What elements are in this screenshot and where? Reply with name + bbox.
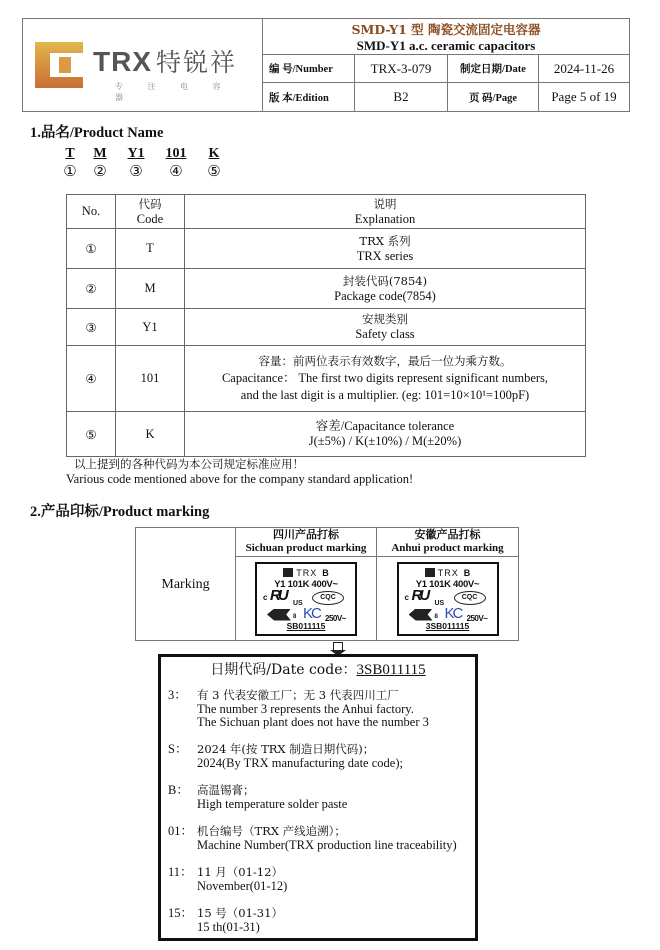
date-code-entry: 3： 有 3 代表安徽工厂；无 3 代表四川工厂 The number 3 represents the Anhui factory. The Sichuan plant does not have the number 3: [168, 688, 429, 729]
date-code-entry: B： 高温锡膏； High temperature solder paste: [168, 783, 348, 811]
anhui-marking-image: [377, 557, 519, 641]
serial-code: 3SB011115: [425, 620, 470, 631]
section-title-product-marking: 2.产品印标/Product marking: [30, 504, 210, 520]
cqc-mark-icon: CQC: [454, 591, 486, 605]
table-header-row: [67, 195, 586, 229]
date-code-entry: 01： 机台编号（TRX 产线追溯）； Machine Number(TRX production line traceability): [168, 824, 457, 852]
logo-brand-cn: 特锐祥: [156, 49, 238, 77]
ul-mark-icon: RU: [270, 586, 286, 604]
kc-mark-icon: KC: [444, 604, 462, 622]
document-title: [263, 19, 629, 55]
code-item: K ⑤: [207, 146, 221, 180]
logo-tagline: 专 注 电 容 器: [115, 82, 232, 102]
sichuan-header: 四川产品打标 Sichuan product marking: [236, 528, 377, 557]
date-value: 2024-11-26: [553, 60, 615, 76]
code-item: T ①: [63, 146, 77, 180]
title-cn: SMD-Y1 型 陶瓷交流固定电容器: [351, 22, 541, 37]
date-code-entry: S： 2024 年(按 TRX 制造日期代码)； 2024(By TRX manufacturing date code);: [168, 742, 403, 770]
cqc-mark-icon: CQC: [312, 591, 344, 605]
code-note: [66, 457, 413, 487]
logo-mark-icon: [35, 42, 83, 88]
product-code-breakdown: [63, 146, 222, 180]
edition-value: B2: [355, 83, 448, 111]
anhui-header: 安徽产品打标 Anhui product marking: [377, 528, 519, 557]
header-info: [263, 19, 629, 111]
header-no: No.: [67, 195, 116, 229]
marking-table: [135, 527, 519, 641]
note-en: Various code mentioned above for the company standard application!: [66, 472, 414, 486]
code-item: 101 ④: [165, 146, 187, 180]
document-header: [22, 18, 630, 112]
kc-mark-icon: KC: [303, 604, 320, 622]
serial-code: SB011115: [286, 620, 326, 631]
logo-brand: TRX: [93, 46, 152, 77]
capacitor-marking: TRX B Y1 101K 400V~ c RU US CQC 8 KC 250V~ SB011115: [255, 562, 357, 636]
trx-logo-icon: [283, 568, 293, 577]
number-value: TRX-3-079: [355, 55, 448, 82]
table-row: ② M 封装代码(7854) Package code(7854): [67, 269, 586, 309]
code-item: M ②: [93, 146, 107, 180]
number-label: 编 号/Number: [263, 55, 355, 82]
section-title-product-name: 1.品名/Product Name: [30, 125, 164, 141]
table-row: ① T TRX 系列 TRX series: [67, 229, 586, 269]
sichuan-marking-image: [236, 557, 377, 641]
company-logo: [23, 19, 263, 111]
edition-label: 版 本/Edition: [263, 83, 355, 111]
title-en: SMD-Y1 a.c. ceramic capacitors: [356, 38, 536, 53]
code-item: Y1 ③: [127, 146, 145, 180]
page-value: Page 5 of 19: [551, 89, 617, 104]
product-code-table: [66, 194, 586, 457]
page-label: 页 码/Page: [448, 83, 539, 111]
ul-mark-icon: RU: [411, 586, 428, 604]
marking-label: Marking: [136, 528, 236, 641]
date-code-entry: 11： 11 月（01-12） November(01-12): [168, 865, 288, 893]
date-code-value: 3SB011115: [356, 662, 426, 678]
header-code: 代码 Code: [116, 195, 185, 229]
note-cn: 以上提到的各种代码为本公司规定标准应用！: [74, 457, 304, 471]
date-code-box: [158, 654, 478, 941]
table-row: ④ 101 容量：前两位表示有效数字，最后一位为乘方数。 Capacitance： The first two digits represent significant numbers, and the last digit is a multiplier. (eg: 101=10×10¹=100pF): [67, 346, 586, 412]
date-code-entry: 15： 15 号（01-31） 15 th(01-31): [168, 906, 283, 934]
table-row: ⑤ K 容差/Capacitance tolerance J(±5%) / K(±10%) / M(±20%): [67, 412, 586, 457]
table-row: ③ Y1 安规类别 Safety class: [67, 309, 586, 346]
capacitor-marking: TRX B Y1 101K 400V~ c RU US CQC 8 KC 250V~ 3SB011115: [397, 562, 499, 636]
trx-logo-icon: [425, 568, 435, 577]
header-explanation: 说明 Explanation: [185, 195, 586, 229]
date-code-title: 日期代码/Date code：3SB011115: [210, 662, 426, 678]
date-label: 制定日期/Date: [448, 55, 539, 82]
